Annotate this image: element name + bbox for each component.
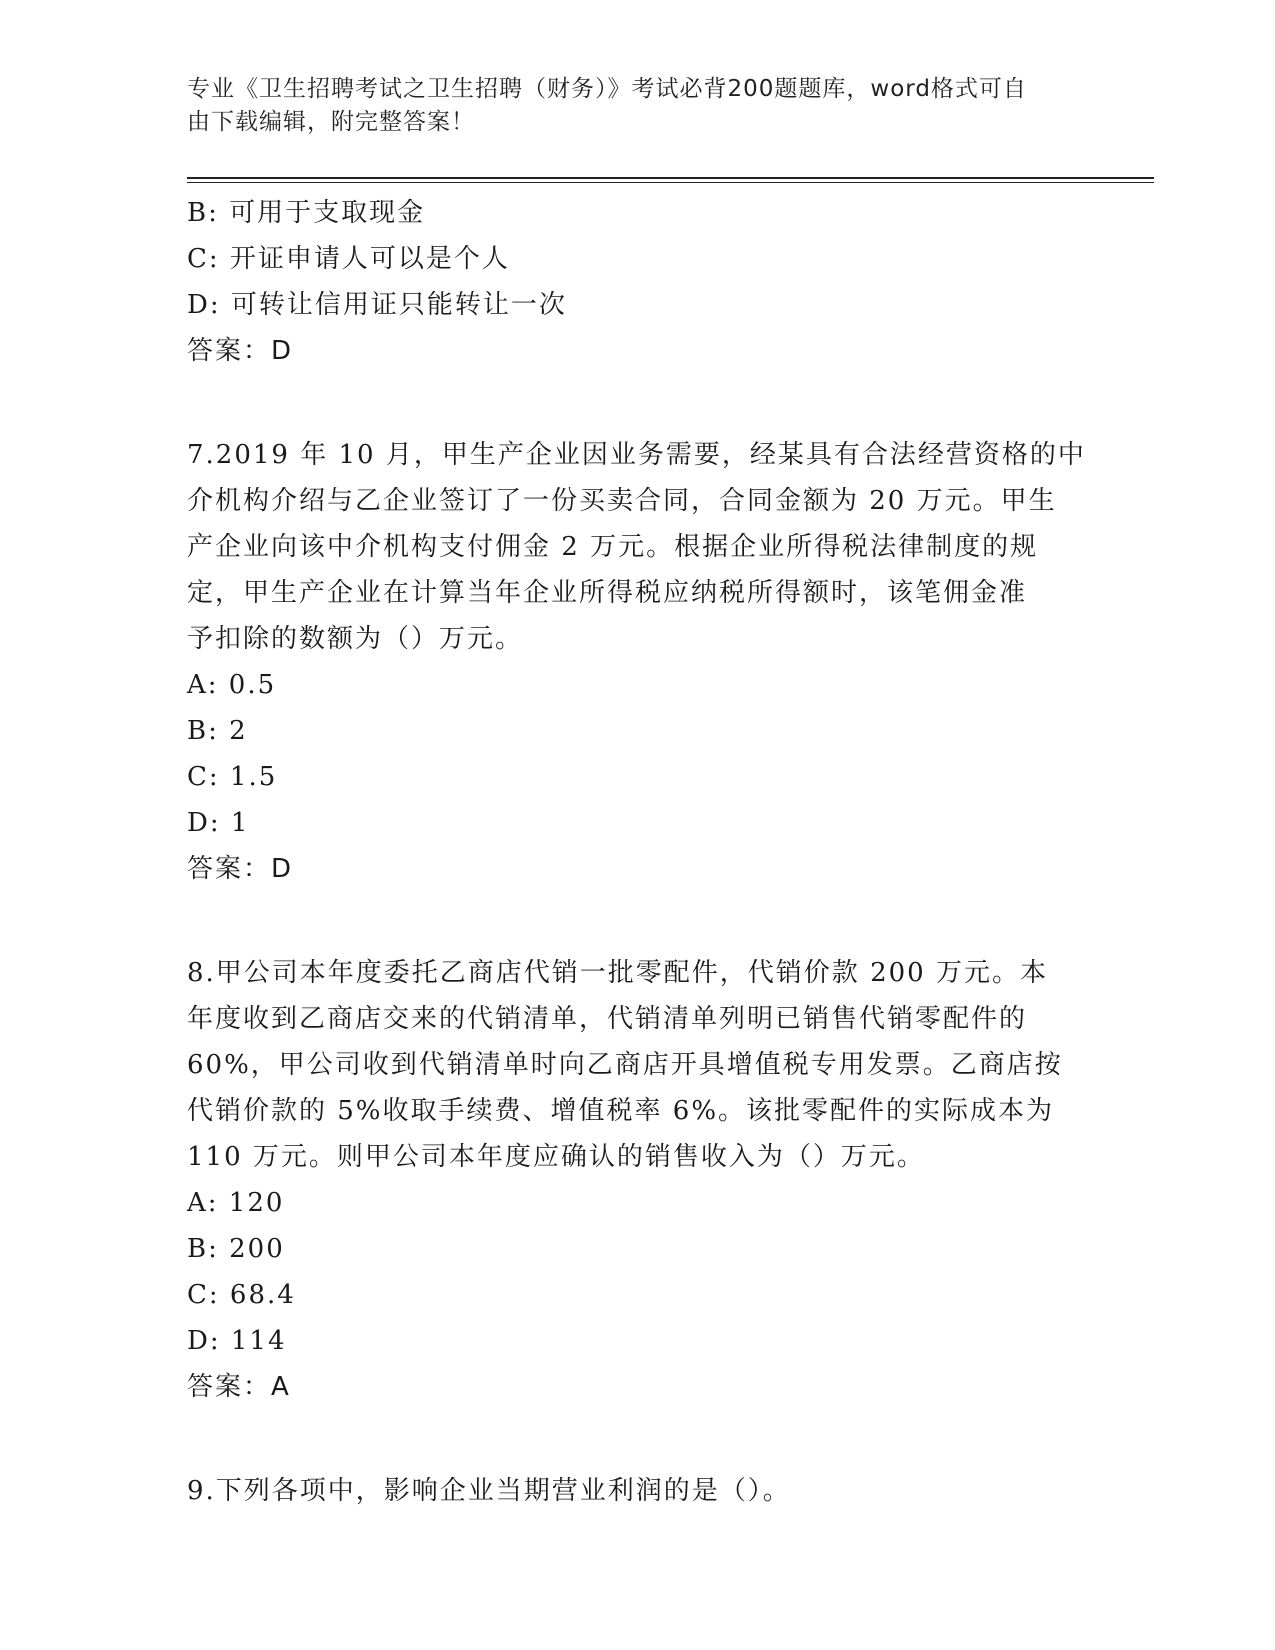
option-b: B: 可用于支取现金 [187,198,426,228]
header-line-2: 由下载编辑，附完整答案！ [187,109,475,135]
header-rule-thick [187,177,1154,179]
spacer [187,1410,1087,1468]
document-body [187,190,1087,1514]
option-b: B: 2 [187,716,248,746]
prev-question-tail [187,190,1087,374]
option-d: D: 114 [187,1326,287,1356]
document-header [187,73,1067,139]
option-d: D: 可转让信用证只能转让一次 [187,290,567,320]
spacer [187,892,1087,950]
option-a: A: 0.5 [187,670,277,700]
option-c: C: 68.4 [187,1280,296,1310]
question-7 [187,432,1087,892]
header-line-1: 专业《卫生招聘考试之卫生招聘（财务）》考试必背200题题库，word格式可自 [187,76,1027,102]
option-d: D: 1 [187,808,250,838]
question-text-line: 110 万元。则甲公司本年度应确认的销售收入为（）万元。 [187,1142,925,1172]
question-text-line: 代销价款的 5%收取手续费、增值税率 6%。该批零配件的实际成本为 [187,1096,1055,1126]
question-text-line: 介机构介绍与乙企业签订了一份买卖合同，合同金额为 20 万元。甲生 [187,486,1057,516]
option-b: B: 200 [187,1234,285,1264]
answer-line: 答案：D [187,336,294,366]
answer-line: 答案：A [187,1372,291,1402]
spacer [187,374,1087,432]
question-9 [187,1468,1087,1514]
question-text-line: 予扣除的数额为（）万元。 [187,624,524,654]
header-rule-thin [187,182,1154,183]
answer-line: 答案：D [187,854,294,884]
option-a: A: 120 [187,1188,285,1218]
question-text-line: 9.下列各项中，影响企业当期营业利润的是（）。 [187,1476,791,1506]
option-c: C: 开证申请人可以是个人 [187,244,510,274]
question-text-line: 8.甲公司本年度委托乙商店代销一批零配件，代销价款 200 万元。本 [187,958,1048,988]
question-text-line: 定，甲生产企业在计算当年企业所得税应纳税所得额时，该笔佣金准 [187,578,1028,608]
question-text-line: 产企业向该中介机构支付佣金 2 万元。根据企业所得税法律制度的规 [187,532,1039,562]
question-text-line: 年度收到乙商店交来的代销清单，代销清单列明已销售代销零配件的 [187,1004,1028,1034]
option-c: C: 1.5 [187,762,278,792]
question-8 [187,950,1087,1410]
question-text-line: 7.2019 年 10 月，甲生产企业因业务需要，经某具有合法经营资格的中 [187,440,1086,470]
question-text-line: 60%，甲公司收到代销清单时向乙商店开具增值税专用发票。乙商店按 [187,1050,1063,1080]
